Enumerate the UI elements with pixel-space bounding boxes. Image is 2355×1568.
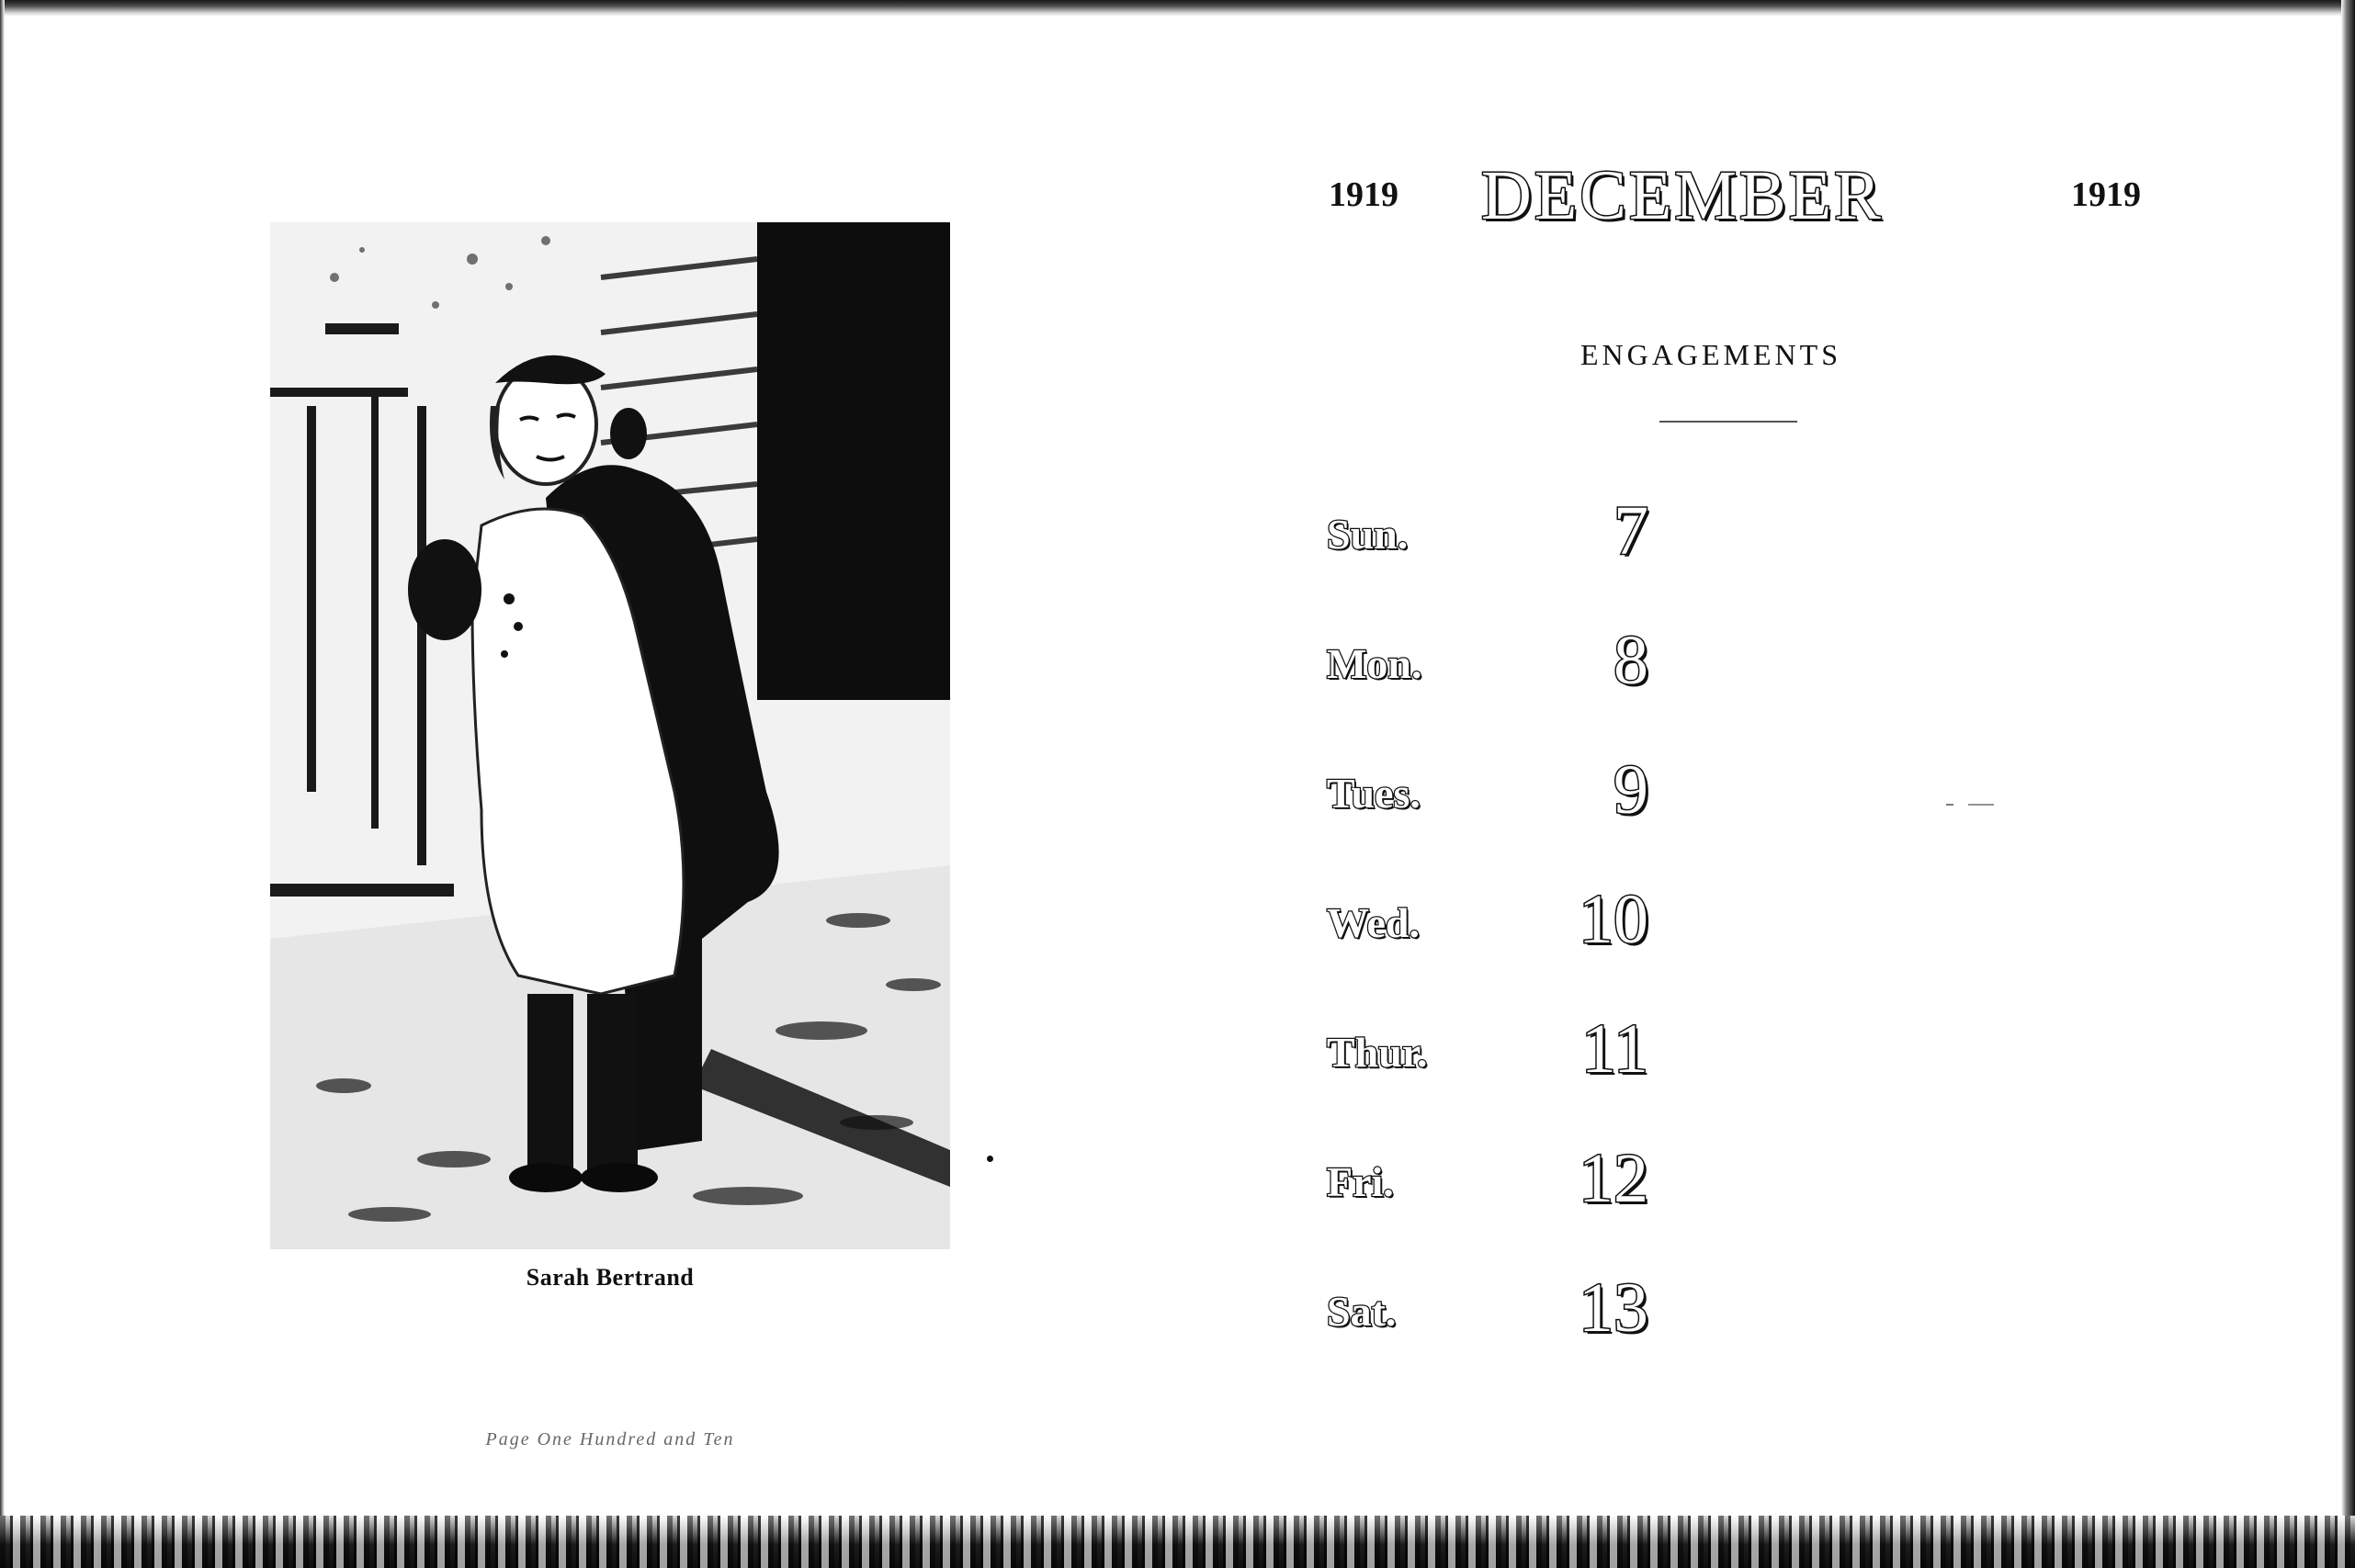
day-name: Sun. xyxy=(1327,511,1409,558)
day-name: Sat. xyxy=(1327,1288,1397,1335)
day-date: 12 xyxy=(1579,1140,1648,1217)
day-date: 11 xyxy=(1580,1010,1648,1088)
days-list xyxy=(1327,491,1878,1398)
engagements-heading: ENGAGEMENTS xyxy=(1580,338,1841,371)
day-row-thur[interactable] xyxy=(1327,1010,1878,1139)
scan-edge-left xyxy=(0,0,5,1568)
day-name: Mon. xyxy=(1327,640,1422,687)
day-row-sat[interactable] xyxy=(1327,1269,1878,1398)
day-name: Wed. xyxy=(1327,899,1420,946)
day-name: Fri. xyxy=(1327,1158,1394,1205)
photograph xyxy=(270,222,950,1249)
day-row-wed[interactable] xyxy=(1327,880,1878,1010)
day-date: 8 xyxy=(1613,622,1648,699)
day-name: Tues. xyxy=(1327,770,1421,817)
year-right: 1919 xyxy=(2071,175,2141,214)
heading-divider xyxy=(1659,421,1797,423)
day-row-tues[interactable] xyxy=(1327,750,1878,880)
photograph-image xyxy=(270,222,950,1249)
day-date: 10 xyxy=(1579,881,1648,958)
scan-edge-top xyxy=(0,0,2355,17)
photo-caption: Sarah Bertrand xyxy=(526,1264,695,1291)
stray-dot xyxy=(987,1156,993,1162)
day-row-mon[interactable] xyxy=(1327,621,1878,750)
stray-mark xyxy=(1946,804,2093,806)
year-left: 1919 xyxy=(1329,175,1398,214)
page-footer: Page One Hundred and Ten xyxy=(485,1429,735,1450)
scan-edge-right xyxy=(2341,0,2355,1568)
day-row-fri[interactable] xyxy=(1327,1139,1878,1269)
day-row-sun[interactable] xyxy=(1327,491,1878,621)
day-name: Thur. xyxy=(1327,1029,1428,1076)
month-title: DECEMBER xyxy=(1481,157,1884,234)
day-date: 13 xyxy=(1579,1269,1648,1347)
scan-edge-bottom xyxy=(0,1516,2355,1568)
day-date: 9 xyxy=(1613,751,1648,829)
day-date: 7 xyxy=(1613,492,1648,570)
